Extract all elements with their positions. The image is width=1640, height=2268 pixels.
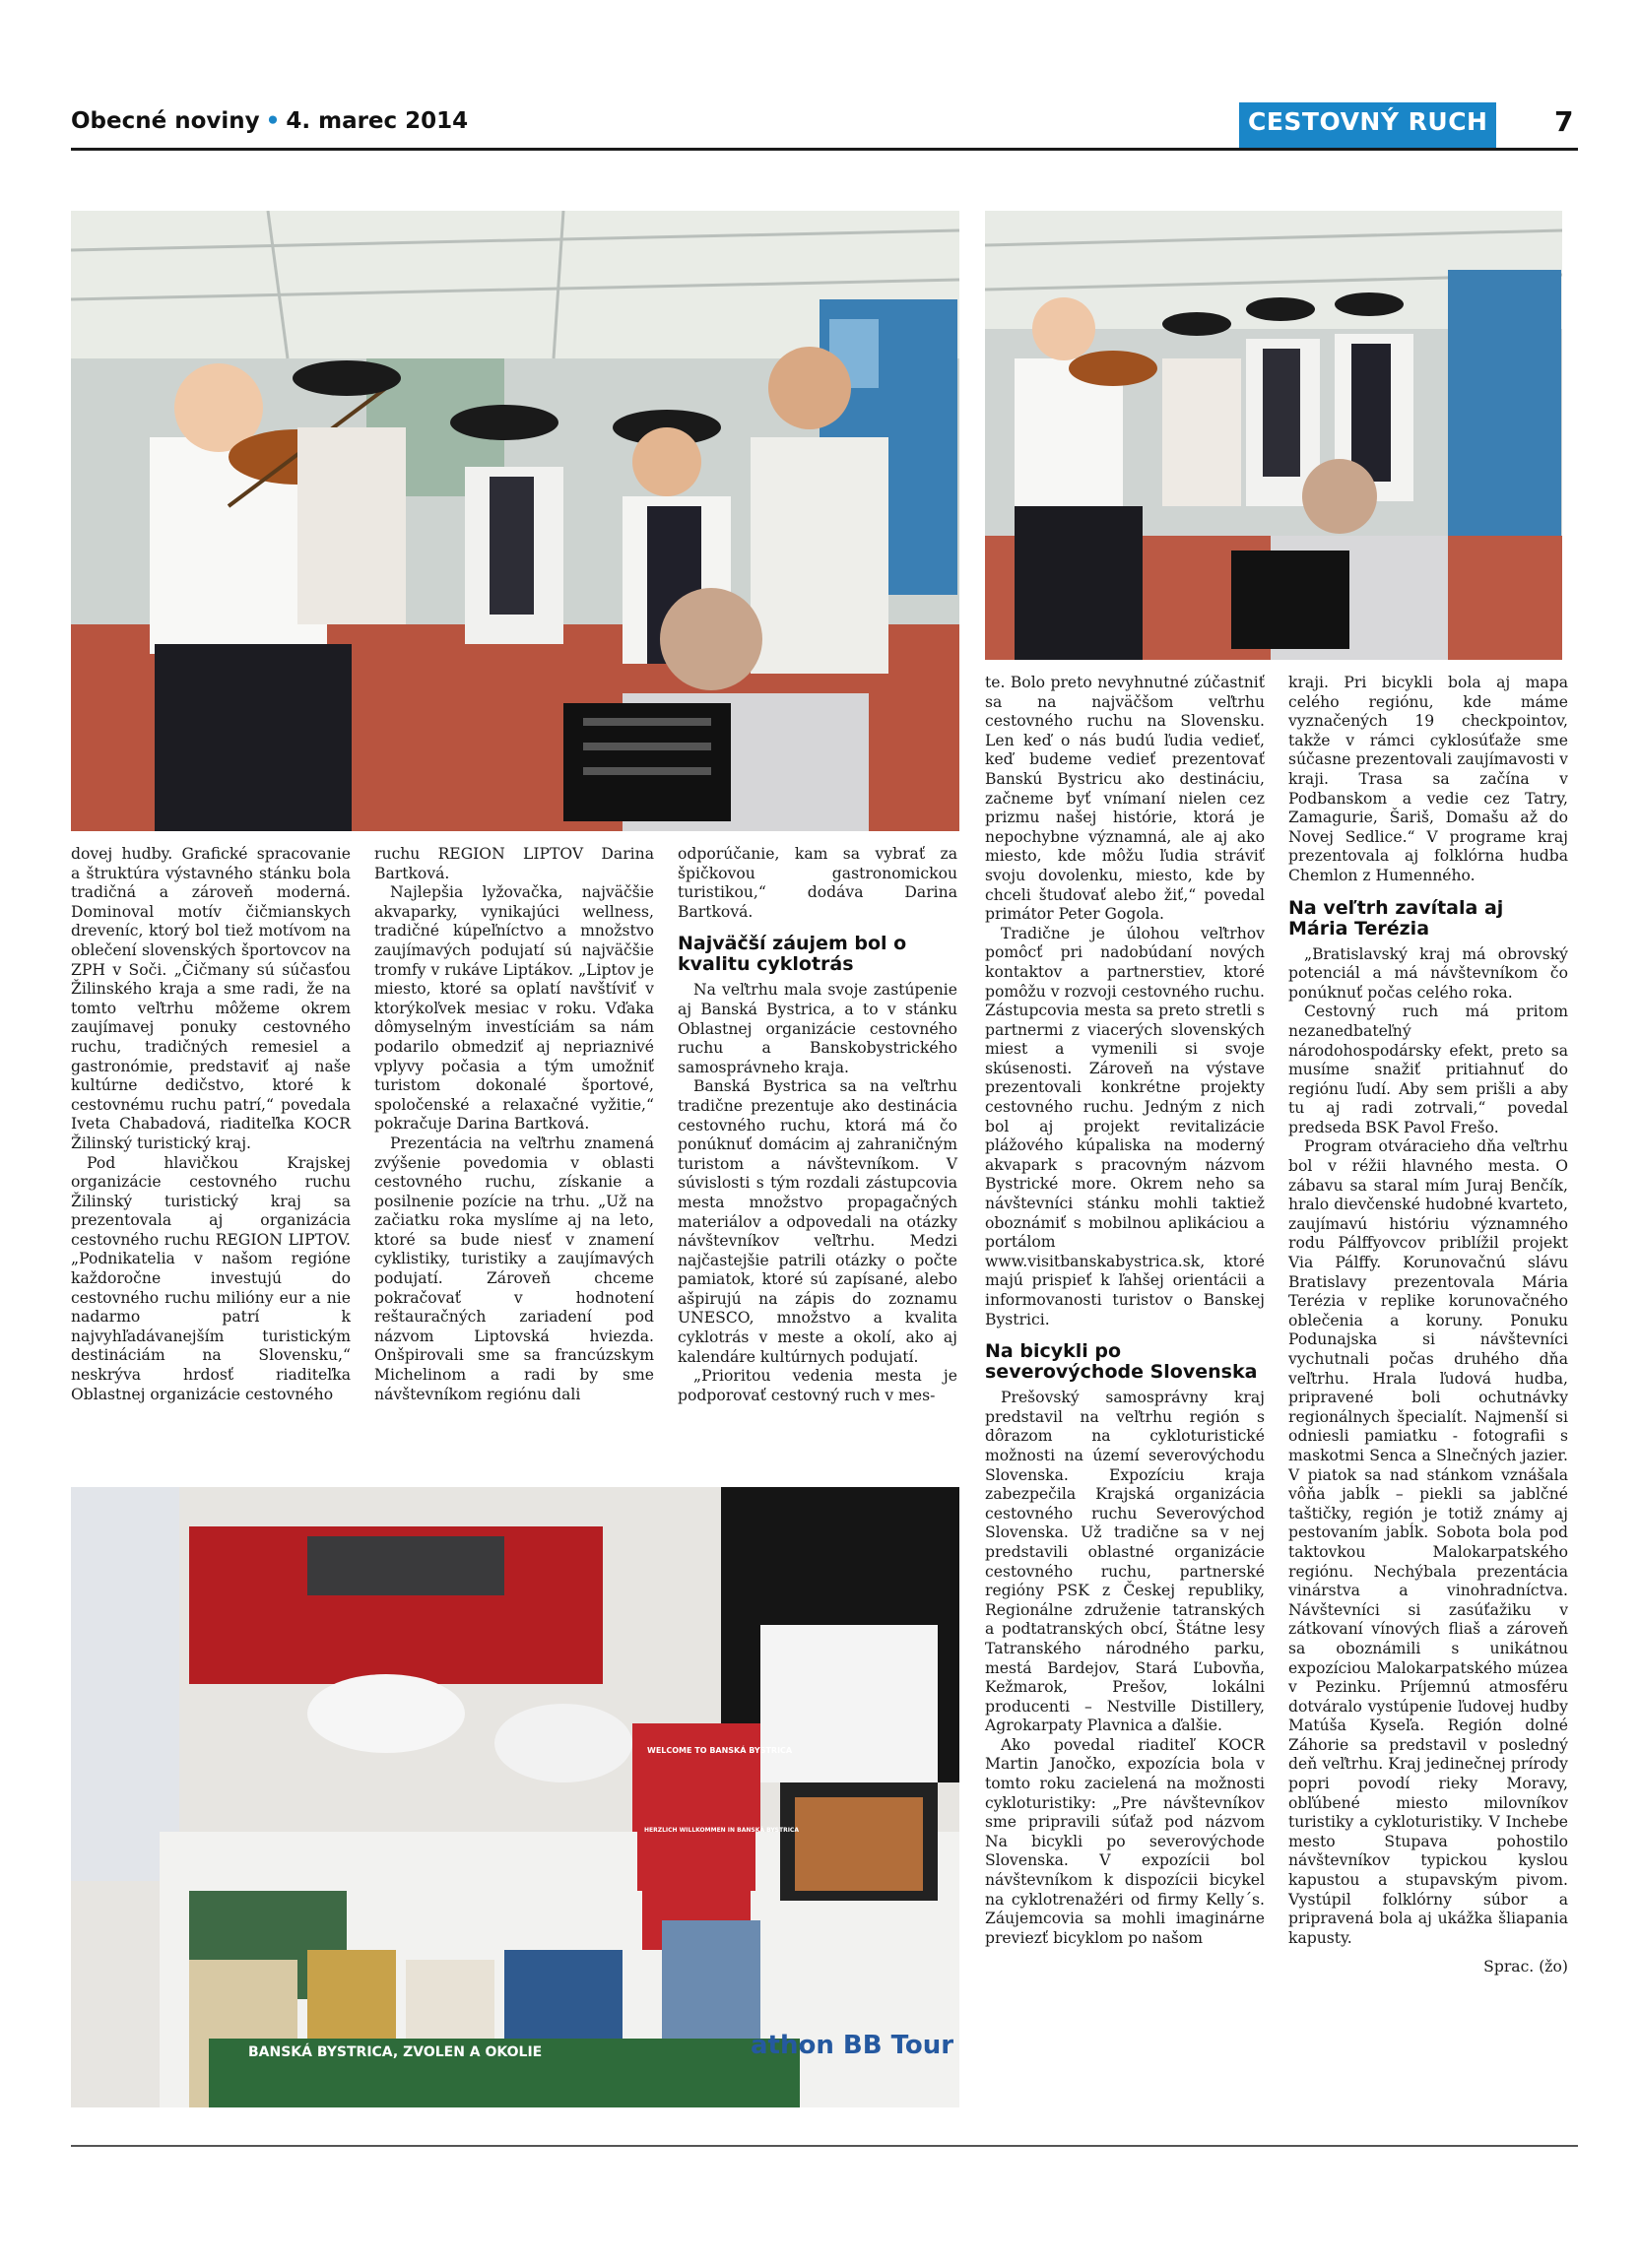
folk-musicians-illustration: [985, 211, 1562, 660]
tour-sign-text: athon BB Tour: [751, 2031, 954, 2060]
folk-musicians-illustration: [71, 211, 959, 831]
paragraph: Program otváracieho dňa veľtrhu bol v réžii hlavného mesta. O zábavu sa staral mím Juraj Benčík, hralo dievčenské hudobné kvarteto, zaujímavú históriu významného rodu Pálffyovcov priblížil projekt Via Pálffy. Korunovačnú slávu Bratislavy prezentovala Mária Terézia v replike korunovačného oblečenia a koruny. Ponuku Podunajska si návštevníci vychutnali počas druhého dňa veľtrhu. Hrala ľudová hudba, pripravené boli ochutnávky regionálnych špecialít. Najmenší si odniesli pamiatku - fotografii s maskotmi Senca a Slnečných jazier. V piatok sa nad stánkom vznášala vôňa jabĺk – piekli sa jablčné taštičky, región je totiž známy aj pestovaním jabĺk. Sobota bola pod taktovkou Malokarpatského regiónu. Nechýbala prezentácia vinárstva a vinohradníctva. Návštevníci si zasúťažiku v zátkovaní vínových fliaš a zároveň sa oboznámili s unikátnou expozíciou Malokarpatského múzea v Pezinku. Príjemnú atmosféru dotváralo vystúpenie ľudovej hudby Matúša Kyseľa. Región dolné Záhorie sa predstavil v posledný deň veľtrhu. Kraj jedinečnej prírody popri povodí rieky Moravy, obľúbené miesto milovníkov turistiky a cykloturistiky. V Inchebe mesto Stupava pohostilo návštevníkov typickou kyslou kapustou a stupavským pivom. Vystúpil folklórny súbor a pripravená bola aj ukážka šliapania kapusty.: [1288, 1137, 1568, 1947]
article-column-2: [374, 845, 654, 1404]
article-column-3: [678, 845, 957, 1405]
paragraph: te. Bolo preto nevyhnutné zúčastniť sa na najväčšom veľtrhu cestovného ruchu na Slovensku. Len keď o nás budú ľudia vedieť, keď budeme vedieť prezentovať Banskú Bystricu ako destináciu, začneme byť vnímaní nielen cez prizmu našej histórie, ktorá je nepochybne významná, ale aj ako miesto, kde môžu ľudia stráviť svoju dovolenku, miesto, kde by chceli študovať alebo žiť,“ povedal primátor Peter Gogola.: [985, 674, 1265, 924]
paragraph: odporúčanie, kam sa vybrať za špičkovou gastronomickou turistikou,“ dodáva Darina Bartková.: [678, 845, 957, 921]
photo-brochure-stand: [71, 1487, 959, 2107]
page-number: 7: [1554, 105, 1574, 138]
paragraph: ruchu REGION LIPTOV Darina Bartková.: [374, 845, 654, 882]
paragraph: Prešovský samosprávny kraj predstavil na veľtrhu región s dôrazom na cykloturistické možnosti na území severovýchodu Slovenska. Expozíciu kraja zabezpečila Krajská organizácia cestovného ruchu Severovýchod Slovenska. Už tradične sa v nej predstavili oblastné organizácie cestovného ruchu, partnerské regióny PSK z Českej republiky, Regionálne združenie tatranských a podtatranských obcí, Štátne lesy Tatranského národného parku, mestá Bardejov, Stará Ľubovňa, Kežmarok, Prešov, lokálni producenti – Nestville Distillery, Agrokarpaty Plavnica a ďalšie.: [985, 1389, 1265, 1735]
paragraph: Tradične je úlohou veľtrhov pomôcť pri nadobúdaní nových kontaktov a partnerstiev, ktoré pomôžu v rozvoji cestovného ruchu. Zástupcovia mesta sa preto stretli s partnermi z viacerých slovenských miest a vymenili si svoje skúsenosti. Zároveň na výstave prezentovali konkrétne projekty cestovného ruchu. Jedným z nich bol aj projekt revitalizácie plážového kúpaliska na moderný akvapark s pracovným názvom Bystrické more. Okrem neho sa návštevníci stánku mohli taktiež oboznámiť s mobilnou aplikáciou a portálom www.visitbanskabystrica.sk, ktoré majú prispieť k ľahšej orientácii a informovanosti turistov o Banskej Bystrici.: [985, 924, 1265, 1328]
section-label: CESTOVNÝ RUCH: [1239, 102, 1496, 148]
paragraph: Najlepšia lyžovačka, najväčšie akvaparky, vynikajúci wellness, tradičné kúpeľníctvo a množstvo zaujímavých podujatí sú najväčšie tromfy v rukáve Liptákov. „Liptov je miesto, ktoré sa oplatí navštíviť v ktorýkoľvek mesiac v roku. Vďaka dômyselným investíciám sa nám podarilo obmedziť aj nepriaznivé vplyvy počasia a tým umožniť turistom dokonalé športové, spoločenské a relaxačné vyžitie,“ pokračuje Darina Bartková.: [374, 883, 654, 1134]
article-column-4: [985, 674, 1265, 1948]
photo-folk-musicians-large: [71, 211, 959, 831]
publication-name: Obecné noviny: [71, 108, 260, 134]
photo-folk-musicians-small: [985, 211, 1562, 660]
footer-rule: [71, 2145, 1578, 2147]
subheading-bicykel: Na bicykli po severovýchode Slovenska: [985, 1340, 1258, 1384]
separator-dot: •: [265, 108, 281, 134]
header-rule: [71, 148, 1578, 151]
paragraph: Prezentácia na veľtrhu znamená zvýšenie povedomia v oblasti cestovného ruchu, získanie a posilnenie pozície na trhu. „Už na začiatku roka myslíme aj na leto, ktoré sa bude niesť v znamení cyklistiky, turistiky a zaujímavých podujatí. Zároveň chceme pokračovať v hodnotení reštauračných zariadení pod názvom Liptovská hviezda. Onšpirovali sme sa francúzskym Michelinom a radi by sme návštevníkom regiónu dali: [374, 1134, 654, 1403]
subheading-maria-terezia: Na veľtrh zavítala aj Mária Terézia: [1288, 896, 1504, 940]
article-column-5: [1288, 674, 1568, 1977]
paragraph: kraji. Pri bicykli bola aj mapa celého regiónu, kde máme vyznačených 19 checkpointov, takže v rámci cyklosúťaže sme súčasne prezentovali zaujímavosti v kraji. Trasa sa začína v Podbanskom a vedie cez Tatry, Zamagurie, Šariš, Domašu až do Novej Sedlice.“ V programe kraj prezentovala aj folklórna hudba Chemlon z Humenného.: [1288, 674, 1568, 884]
paragraph: „Bratislavský kraj má obrovský potenciál a má návštevníkom čo ponúknuť počas celého roka.: [1288, 944, 1568, 1002]
brochure-willkommen-text: HERZLICH WILLKOMMEN IN BANSKÁ BYSTRICA: [644, 1827, 799, 1834]
paragraph: Na veľtrhu mala svoje zastúpenie aj Banská Bystrica, a to v stánku Oblastnej organizácie cestovného ruchu a Banskobystrického samosprávneho kraja.: [678, 981, 957, 1076]
paragraph: Banská Bystrica sa na veľtrhu tradične prezentuje ako destinácia cestovného ruchu, ktorá má čo ponúknuť domácim aj zahraničným turistom a návštevníkom. V súvislosti s tým rozdali zástupcovia mesta množstvo propagačných materiálov a odpovedali na otázky návštevníkov veľtrhu. Medzi najčastejšie patrili otázky o počte pamiatok, ktoré sú zapísané, alebo ašpirujú na zápis do zoznamu UNESCO, množstvo a kvalita cyklotrás v meste a okolí, ako aj kalendáre kultúrnych podujatí.: [678, 1077, 957, 1366]
paragraph: dovej hudby. Grafické spracovanie a štruktúra výstavného stánku bola tradičná a zároveň moderná. Dominoval motív čičmianskych dreveníc, ktorý bol tiež motívom na oblečení slovenských športovcov na ZPH v Soči. „Čičmany sú súčasťou Žilinského kraja a sme radi, že na tomto veľtrhu môžeme okrem zaujímavej ponuky cestovného ruchu, tradičných remesiel a gastronómie, predstaviť aj naše kultúrne dedičstvo, ktoré k cestovnému ruchu patrí,“ povedala Iveta Chabadová, riaditeľka KOCR Žilinský turistický kraj.: [71, 845, 351, 1152]
author-signature: Sprac. (žo): [1483, 1958, 1568, 1976]
paragraph: Ako povedal riaditeľ KOCR Martin Janočko, expozícia bola v tomto roku zacielená na možnosti cykloturistiky: „Pre návštevníkov sme pripravili súťaž pod názvom Na bicykli po severovýchode Slovenska. V expozícii bol návštevníkom k dispozícii bicykel na cyklotrenažéri od firmy Kelly´s. Záujemcovia sa mohli imaginárne previezť bicyklom po našom: [985, 1735, 1265, 1947]
brochure-stand-illustration: [71, 1487, 959, 2107]
paragraph: „Prioritou vedenia mesta je podporovať cestovný ruch v mes-: [678, 1367, 957, 1404]
subheading-cyklotrasy: Najväčší záujem bol o kvalitu cyklotrás: [678, 933, 907, 976]
map-banner-text: BANSKÁ BYSTRICA, ZVOLEN A OKOLIE: [248, 2044, 543, 2060]
paragraph: Pod hlavičkou Krajskej organizácie cestovného ruchu Žilinský turistický kraj sa prezentovala aj organizácia cestovného ruchu REGION LIPTOV. „Podnikatelia v našom regióne každoročne investujú do cestovného ruchu milióny eur a nie nadarmo patrí k najvyhľadávanejším turistickým destináciám na Slovensku,“ neskrýva hrdosť riaditeľka Oblastnej organizácie cestovného: [71, 1153, 351, 1403]
brochure-welcome-text: WELCOME TO BANSKÁ BYSTRICA: [647, 1746, 793, 1755]
issue-date: 4. marec 2014: [286, 108, 469, 134]
article-column-1: [71, 845, 351, 1404]
masthead: [71, 108, 468, 134]
paragraph: Cestovný ruch má pritom nezanedbateľný národohospodársky efekt, preto sa musíme snažiť pritiahnuť do regiónu ľudí. Aby sem prišli a aby tu aj radi zotrvali,“ povedal predseda BSK Pavol Frešo.: [1288, 1003, 1568, 1136]
